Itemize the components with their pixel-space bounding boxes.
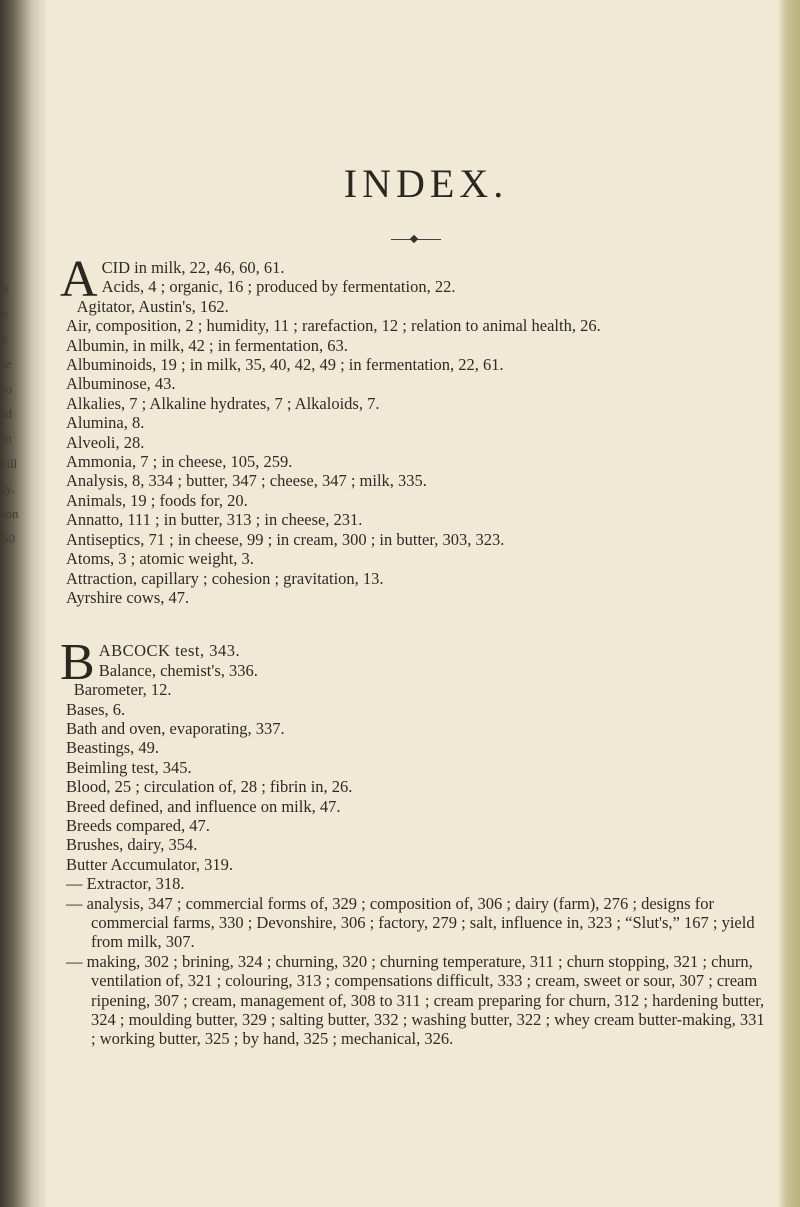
index-entry: Analysis, 8, 334 ; butter, 347 ; cheese, 347 ; milk, 335. xyxy=(66,471,427,491)
bleed-text: e xyxy=(2,306,8,321)
facing-page-bleed xyxy=(2,276,42,551)
bleed-text: ion xyxy=(2,506,19,521)
index-entry: Breeds compared, 47. xyxy=(66,815,210,835)
index-entry: Antiseptics, 71 ; in cheese, 99 ; in cream, 300 ; in butter, 303, 323. xyxy=(66,529,505,549)
dropcap-b: B xyxy=(60,634,95,692)
index-entry: ABCOCK test, 343. xyxy=(98,641,241,661)
index-entry: Alumina, 8. xyxy=(66,413,145,433)
bleed-text: it xyxy=(2,281,10,296)
section-a xyxy=(60,251,766,607)
bleed-text: ty. xyxy=(2,481,15,496)
index-entry: Balance, chemist's, 336. xyxy=(98,660,258,680)
index-entry: Beimling test, 345. xyxy=(66,757,192,777)
index-entry: Ayrshire cows, 47. xyxy=(66,587,190,607)
index-entry: Brushes, dairy, 354. xyxy=(66,835,198,855)
dropcap-a: A xyxy=(60,251,98,308)
ornament-rule xyxy=(391,239,441,240)
index-entry: Beastings, 49. xyxy=(66,738,160,758)
index-entry: Agitator, Austin's, 162. xyxy=(76,296,229,316)
book-gutter xyxy=(0,0,46,1207)
section-b xyxy=(60,634,766,1049)
bleed-text: to xyxy=(2,381,13,396)
index-entry: Bath and oven, evaporating, 337. xyxy=(66,718,285,738)
index-entry: Breed defined, and influence on milk, 47. xyxy=(66,796,341,816)
page-edge xyxy=(778,0,800,1207)
index-entry: Bases, 6. xyxy=(66,699,126,719)
bleed-text: 50 xyxy=(2,531,15,546)
index-entry: Alveoli, 28. xyxy=(66,432,145,452)
index-entry: Ammonia, 7 ; in cheese, 105, 259. xyxy=(66,452,293,472)
index-entry: Acids, 4 ; organic, 16 ; produced by fermentation, 22. xyxy=(101,277,456,297)
index-entry: Butter Accumulator, 319. xyxy=(66,854,234,874)
index-entry: Albumin, in milk, 42 ; in fermentation, 63. xyxy=(66,335,348,355)
bleed-text: rill xyxy=(2,456,18,471)
bleed-text: ht xyxy=(2,431,13,446)
index-entry: Attraction, capillary ; cohesion ; gravitation, 13. xyxy=(66,568,384,588)
index-page xyxy=(60,160,766,1049)
index-entry: — Extractor, 318. xyxy=(66,874,185,894)
index-entry: Albuminoids, 19 ; in milk, 35, 40, 42, 49 ; in fermentation, 22, 61. xyxy=(66,355,504,375)
bleed-text: ie xyxy=(2,356,12,371)
index-entry: Alkalies, 7 ; Alkaline hydrates, 7 ; Alkaloids, 7. xyxy=(66,393,380,413)
bleed-text: e xyxy=(2,331,8,346)
bleed-text: ld xyxy=(2,406,13,421)
index-entry: Albuminose, 43. xyxy=(66,374,176,394)
index-entry: Annatto, 111 ; in butter, 313 ; in cheese, 231. xyxy=(66,510,363,530)
index-entry: — making, 302 ; brining, 324 ; churning, 320 ; churning temperature, 311 ; churn stopping, 321 ; churn, ventilation of, 321 ; colouring, 313 ; compensations difficult, 333 ; cream, sweet or sour, 307 ; cream ripening, 307 ; cream, management of, 308 to 311 ; cream preparing for churn, 312 ; hardening butter, 324 ; moulding butter, 329 ; salting butter, 332 ; washing butter, 322 ; whey cream butter-making, 331 ; working butter, 325 ; by hand, 325 ; mechanical, 326. xyxy=(66,951,765,1049)
index-entry: Atoms, 3 ; atomic weight, 3. xyxy=(66,549,254,569)
section-spacer xyxy=(66,607,766,641)
index-entry: Blood, 25 ; circulation of, 28 ; fibrin in, 26. xyxy=(66,777,353,797)
index-entry: Animals, 19 ; foods for, 20. xyxy=(66,490,248,510)
index-entry: — analysis, 347 ; commercial forms of, 329 ; composition of, 306 ; dairy (farm), 276 ; designs for commercial farms, 330 ; Devonshire, 306 ; factory, 279 ; salt, influence in, 323 ; “Slut's,” 167 ; yield from milk, 307. xyxy=(66,893,755,952)
index-entry: Air, composition, 2 ; humidity, 11 ; rarefaction, 12 ; relation to animal health, 26. xyxy=(66,316,601,336)
index-entry: Barometer, 12. xyxy=(73,680,172,700)
page-title: INDEX. xyxy=(343,161,509,206)
index-entry: CID in milk, 22, 46, 60, 61. xyxy=(101,258,285,277)
